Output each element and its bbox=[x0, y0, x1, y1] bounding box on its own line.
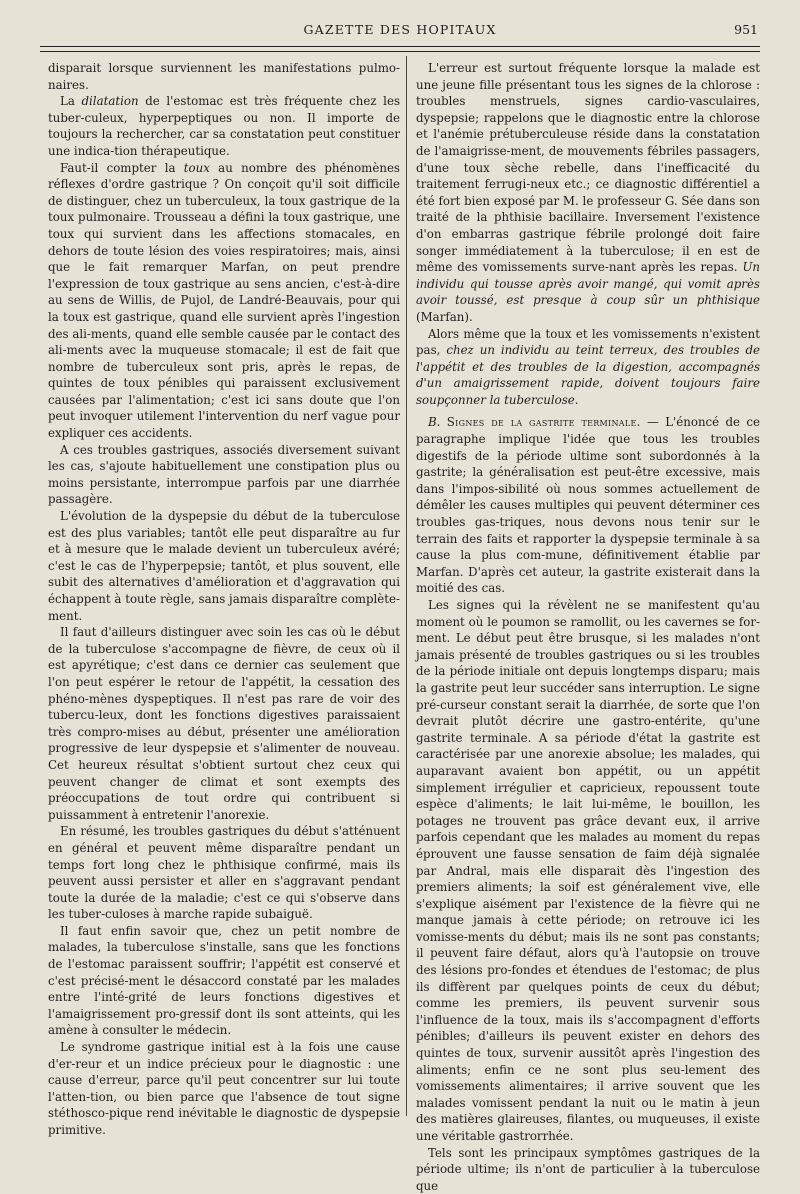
paragraph: Les signes qui la révèlent ne se manifestent qu'au moment où le poumon se ramollit, ou les cavernes se for-ment. Le début peut être brusque, si les malades n'ont jamais présenté de troubles gastriques ou si les troubles de la période initiale ont depuis longtemps disparu; mais la gastrite peut leur succéder sans interruption. Le signe pré-curseur constant serait la diarrhée, de sorte que l'on devrait plutôt décrire une gastro-entérite, qu'une gastrite terminale. A sa période d'état la gastrite est caractérisée par une anorexie absolue; les malades, qui auparavant avaient bon appétit, ou un appétit simplement irrégulier et capricieux, repoussent toute espèce d'aliments; le lait lui-même, le bouillon, les potages ne trouvent pas grâce devant eux, il arrive parfois cependant que les malades au moment du repas éprouvent une fausse sensation de faim déjà signalée par Andral, mais elle disparait dès l'ingestion des premiers aliments; la soif est généralement vive, elle s'explique aisément par l'existence de la fièvre qui ne manque jamais à cette période; on retrouve ici les vomisse-ments du début; mais ils ne sont pas constants; il peuvent faire défaut, alors qu'à l'autopsie on trouve des lésions pro-fondes et étendues de l'estomac; de plus ils diffèrent par quelques points de ceux du début; comme les premiers, ils peuvent survenir sous l'influence de la toux, mais ils s'accompagnent d'efforts pénibles; d'ailleurs ils peuvent exister en dehors des quintes de toux, survenir aussitôt après l'ingestion des aliments; enfin ce ne sont plus seu-lement des vomissements alimentaires; il arrive souvent que les malades vomissent pendant la nuit ou le matin à jeun des matières glaireuses, filantes, ou muqueuses, il existe une véritable gastrorrhée. bbox=[416, 598, 760, 1143]
text-run: — L'énoncé de ce paragraphe implique l'idée que tous les troubles digestifs de la période ultime sont subordonnés à la gastrite; la généralisation est peut-être excessive, mais dans l'impos-sibilité où nous sommes actuellement de démêler les causes multiples qui peuvent déterminer ces troubles gas-triques, nous devons nous tenir sur le terrain des faits et rapporter la dyspepsie terminale à sa cause la plus com-mune, définitivement établie par Marfan. D'après cet auteur, la gastrite existerait dans la moitié des cas. bbox=[416, 415, 760, 596]
paragraph: Il faut enfin savoir que, chez un petit nombre de malades, la tuberculose s'installe, sans que les fonctions de l'estomac paraissent souffrir; l'appétit est conservé et c'est précisé-ment le désaccord constaté par les malades entre l'inté-grité de leurs fonctions digestives et l'amaigrissement pro-gressif dont ils sont atteints, qui les amène à consulter le médecin. bbox=[48, 923, 400, 1038]
paragraph: Il faut d'ailleurs distinguer avec soin les cas où le début de la tuberculose s'accompagne de fièvre, de ceux où il est apyrétique; c'est dans ce dernier cas seulement que l'on peut espérer le retour de l'appétit, la cessation des phéno-mènes dyspeptiques. Il n'est pas rare de voir des tubercu-leux, dont les fonctions digestives paraissaient très compro-mises au début, présenter une amélioration progressive de leur dyspepsie et s'alimenter de nouveau. Cet heureux résultat s'obtient surtout chez ceux qui peuvent changer de climat et sont exempts des préoccupations de tout ordre qui contribuent si puissamment à entretenir l'anorexie. bbox=[48, 625, 400, 822]
italic-passage: chez un individu au teint terreux, des troubles de l'appétit et des troubles de la digestion, accompagnés d'un amaigrissement rapide, doivent toujours faire soupçonner la tuberculose. bbox=[416, 343, 760, 407]
paragraph bbox=[48, 93, 400, 159]
left-column bbox=[48, 60, 400, 1139]
text-run: La bbox=[60, 94, 82, 109]
text-run: L'erreur est surtout fréquente lorsque la malade est une jeune fille présentant tous les signes de la chlorose : troubles menstruels, signes cardio-vasculaires, dyspepsie; rappelons que le diagnostic entre la chlorose et l'anémie prétuberculeuse réside dans la constatation de l'amaigrisse-ment, de mouvements fébriles passagers, d'une toux sèche rebelle, dans l'inefficacité du traitement ferrugi-neux etc.; ce diagnostic différentiel a été fort bien exposé par M. le professeur G. Sée dans son traité de la phthisie bacillaire. Inversement l'existence d'on embarras gastrique fébrile prolongé doit faire songer immédiatement à la tuberculose; il en est de même des vomissements surve-nant après les repas. bbox=[416, 61, 760, 275]
page-header bbox=[40, 20, 760, 44]
paragraph: Tels sont les principaux symptômes gastriques de la période ultime; ils n'ont de particulier à la tuberculose que bbox=[416, 1145, 760, 1193]
paragraph bbox=[416, 60, 760, 326]
page-number: 951 bbox=[734, 22, 758, 37]
text-run: (Marfan). bbox=[416, 309, 473, 324]
paragraph: Le syndrome gastrique initial est à la fois une cause d'er-reur et un indice précieux pour le diagnostic : une cause d'erreur, parce qu'il peut concentrer sur lui toute l'atten-tion, ou bien parce que l'absence de tout signe stéthosco-pique rend inévitable le diagnostic de dyspepsie primitive. bbox=[48, 1040, 400, 1137]
italic-term: dilatation bbox=[81, 94, 139, 109]
section-paragraph bbox=[416, 414, 760, 597]
column-divider bbox=[406, 56, 407, 1116]
paragraph: L'évolution de la dyspepsie du début de la tuberculose est des plus variables; tantôt elle peut disparaître au fur et à mesure que le malade devient un tuberculeux avéré; c'est le cas de l'hyperpepsie; tantôt, et plus souvent, elle subit des alternatives d'amélioration et d'aggravation qui échappent à toute règle, sans jamais disparaître complète-ment. bbox=[48, 509, 400, 623]
text-run: au nombre des phénomènes réflexes d'ordre gastrique ? On conçoit qu'il soit difficile de distinguer, chez un tuberculeux, la toux gastrique de la toux pulmonaire. Trousseau a défini la toux gastrique, une toux qui survient dans les affections stomacales, en dehors de toute lésion des voies respiratoires; mais, ainsi que le fait remarquer Marfan, on peut prendre l'expression de toux gastrique au sens ancien, c'est-à-dire au sens de Willis, de Pujol, de Landré-Beauvais, pour qui la toux est gastrique, quand elle survient après l'ingestion des ali-ments, quand elle semble causée par le contact des ali-ments avec la muqueuse stomacale; il est de fait que nombre de tuberculeux sont pris, après le repas, de quintes de toux pénibles qui paraissent exclusivement causées par l'alimentation; c'est ici sans doute que l'on peut invoquer utilement l'intervention du nerf vague pour expliquer ces accidents. bbox=[48, 160, 400, 441]
italic-term: toux bbox=[183, 160, 210, 175]
section-heading: Signes de la gastrite terminale. bbox=[446, 415, 641, 430]
italic-passage: Un individu qui tousse après avoir mangé, qui vomit après avoir toussé, est presque à coup sûr un phthisique bbox=[416, 260, 760, 308]
paragraph: disparait lorsque surviennent les manifestations pulmo-naires. bbox=[48, 61, 400, 92]
text-run: de l'estomac est très fréquente chez les tuber-culeux, hyperpeptiques ou non. Il importe de toujours la rechercher, car sa constatation peut constituer une indica-tion thérapeutique. bbox=[48, 94, 400, 158]
paragraph: En résumé, les troubles gastriques du début s'atténuent en général et peuvent même disparaître pendant un temps fort long chez le phthisique confirmé, mais ils peuvent aussi persister et aller en s'aggravant pendant toute la durée de la maladie; c'est ce qui s'observe dans les tuber-culoses à marche rapide subaiguë. bbox=[48, 824, 400, 922]
header-rule-top bbox=[40, 46, 760, 47]
header-rule-bottom bbox=[40, 51, 760, 52]
text-run: Faut-il compter la bbox=[60, 160, 184, 175]
paragraph bbox=[48, 160, 400, 442]
paragraph: A ces troubles gastriques, associés diversement suivant les cas, s'ajoute habituellement une constipation plus ou moins persistante, interrompue parfois par une diarrhée passagère. bbox=[48, 442, 400, 507]
text-run: Alors même que la toux et les vomissements n'existent pas, bbox=[416, 326, 760, 358]
section-label: B. bbox=[428, 415, 447, 430]
running-title: GAZETTE DES HOPITAUX bbox=[303, 22, 497, 37]
paragraph bbox=[416, 326, 760, 409]
right-column bbox=[416, 60, 760, 1194]
